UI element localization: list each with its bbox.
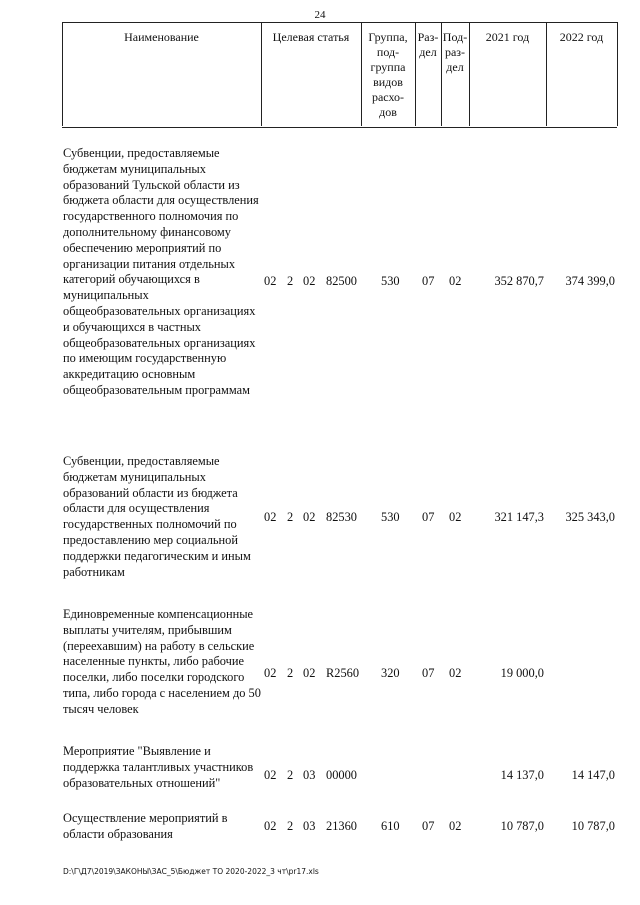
row-code-direction: 00000 [326,768,357,782]
row-code-subprogram: 2 [287,510,294,524]
row-section: 07 [422,819,435,833]
column-header-subsection-line: дел [446,60,464,74]
column-header-2021: 2021 год [485,30,530,44]
row-code-program: 02 [264,274,277,288]
column-header-section-line: дел [419,45,437,59]
row-amount-2022: 14 147,0 [571,768,615,782]
row-code-program: 02 [264,510,277,524]
row-subsection: 02 [449,819,462,833]
page-number: 24 [314,9,326,21]
row-code-program: 02 [264,666,277,680]
row-code-subprogram: 2 [287,819,294,833]
column-header-group-line: Группа, [368,30,408,44]
file-path-footer: D:\Г\Д7\2019\ЗАКОНЫ\ЗАС_5\Бюджет ТО 2020-2022_3 чт\pr17.xls [63,867,319,876]
row-name: Субвенции, предоставляемые бюджетам муниципальных образований области из бюджета области для осуществления государственных полномочий по предоставлению мер социальной поддержки педагогическим и иным работникам [63,454,251,579]
row-section: 07 [422,666,435,680]
row-section: 07 [422,510,435,524]
row-amount-2022: 374 399,0 [565,274,615,288]
row-code-measure: 02 [303,510,316,524]
column-header-subsection-line: Под- [442,30,468,44]
row-subsection: 02 [449,666,462,680]
row-code-program: 02 [264,819,277,833]
row-group: 320 [381,666,400,680]
row-amount-2021: 321 147,3 [494,510,544,524]
row-code-subprogram: 2 [287,274,294,288]
row-name: Единовременные компенсационные выплаты учителям, прибывшим (переехавшим) на работу в сельские населенные пункты, либо рабочие поселки, либо поселки городского типа, либо города с населением до 50 тысяч человек [63,607,261,716]
column-header-name: Наименование [124,30,199,44]
row-code-program: 02 [264,768,277,782]
row-amount-2022: 10 787,0 [571,819,615,833]
column-header-group-line: группа [370,60,406,74]
row-name: Мероприятие "Выявление и поддержка талантливых участников образовательных отношений" [63,744,254,790]
row-code-subprogram: 2 [287,768,294,782]
header-divider [617,22,618,126]
column-header-section [415,30,441,60]
column-header-subsection [441,30,469,75]
row-section: 07 [422,274,435,288]
column-header-group-line: видов [373,75,403,89]
column-header-subsection-line: раз- [444,45,466,59]
row-subsection: 02 [449,510,462,524]
row-name: Осуществление мероприятий в области образования [63,811,228,841]
row-subsection: 02 [449,274,462,288]
row-code-measure: 03 [303,819,316,833]
row-code-measure: 02 [303,274,316,288]
column-header-target: Целевая статья [272,30,350,44]
row-amount-2021: 10 787,0 [500,819,544,833]
row-code-direction: R2560 [326,666,360,680]
column-header-group-line: дов [379,105,397,119]
row-group: 530 [381,274,400,288]
column-header-2022: 2022 год [559,30,604,44]
row-code-direction: 21360 [326,819,357,833]
column-header-group-line: под- [376,45,400,59]
row-amount-2021: 352 870,7 [494,274,544,288]
row-code-direction: 82530 [326,510,357,524]
row-group: 530 [381,510,400,524]
row-code-direction: 82500 [326,274,357,288]
row-code-measure: 03 [303,768,316,782]
row-amount-2021: 19 000,0 [500,666,544,680]
row-amount-2021: 14 137,0 [500,768,544,782]
column-header-group [361,30,415,120]
column-header-group-line: расхо- [371,90,405,104]
row-amount-2022: 325 343,0 [565,510,615,524]
column-header-section-line: Раз- [417,30,439,44]
row-group: 610 [381,819,400,833]
row-code-subprogram: 2 [287,666,294,680]
row-name: Субвенции, предоставляемые бюджетам муниципальных образований Тульской области из бюджета области для осуществления государственного полномочия по дополнительному финансовому обеспечению мероприятий по организации питания отдельных категорий обучающихся в муниципальных общеобразовательных организациях и обучающихся в частных общеобразовательных организациях по имеющим государственную аккредитацию основным общеобразовательным программам [63,146,259,397]
row-code-measure: 02 [303,666,316,680]
